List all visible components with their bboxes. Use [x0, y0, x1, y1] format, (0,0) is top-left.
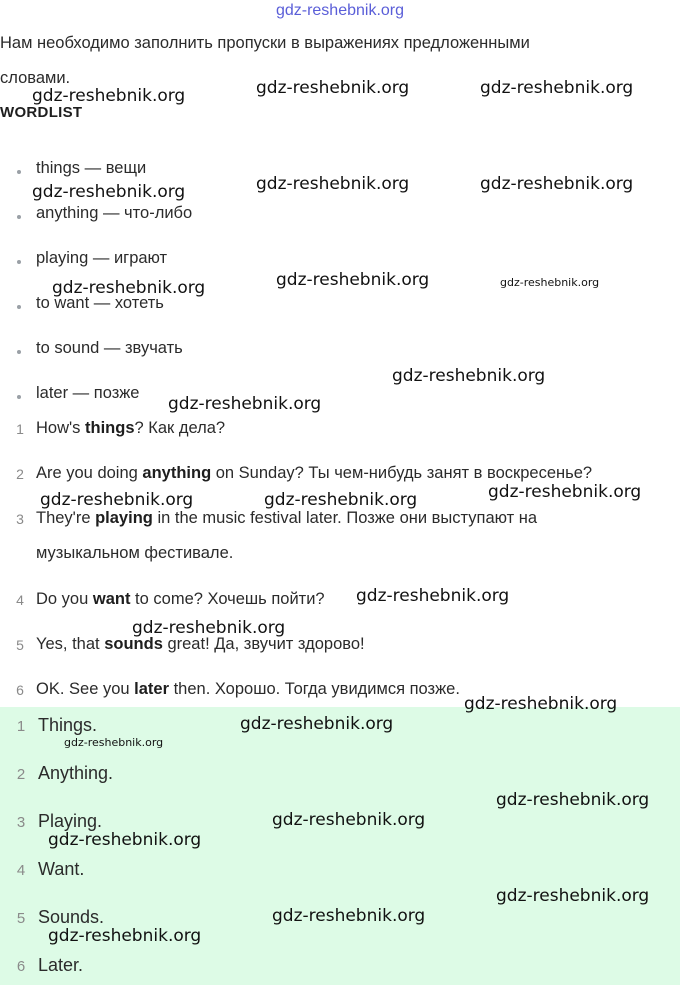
sentence-keyword: anything	[142, 464, 212, 482]
watermark: gdz-reshebnik.org	[356, 586, 510, 606]
sentence-number: 1	[16, 421, 24, 437]
sentence-keyword: want	[92, 590, 131, 608]
watermark: gdz-reshebnik.org	[488, 482, 642, 502]
watermark: gdz-reshebnik.org	[272, 906, 426, 926]
sentence	[36, 464, 592, 483]
watermark: gdz-reshebnik.org	[40, 490, 194, 510]
wordlist-item: later — позже	[36, 384, 140, 402]
sentence	[36, 680, 460, 699]
watermark: gdz-reshebnik.org	[496, 886, 650, 906]
answer-number: 6	[16, 958, 26, 975]
sentence-number: 3	[16, 511, 24, 527]
wordlist-item: things — вещи	[36, 159, 147, 177]
intro-text-line-2: словами.	[0, 69, 71, 87]
site-header-link[interactable]: gdz-reshebnik.org	[275, 2, 405, 19]
sentence-text: to come? Хочешь пойти?	[130, 590, 325, 608]
sentence-number: 2	[16, 466, 24, 482]
wordlist-item: anything — что-либо	[36, 204, 193, 222]
bullet-icon	[17, 260, 21, 264]
sentence-keyword: playing	[95, 509, 153, 527]
answer: Want.	[38, 859, 85, 879]
watermark: gdz-reshebnik.org	[500, 276, 600, 289]
watermark: gdz-reshebnik.org	[256, 174, 410, 194]
wordlist-item: to sound — звучать	[36, 339, 183, 357]
bullet-icon	[17, 395, 21, 399]
sentence-number: 6	[16, 682, 24, 698]
sentence-text: on Sunday? Ты чем-нибудь занят в воскресенье?	[211, 464, 593, 482]
sentence-text: ? Как дела?	[134, 419, 226, 437]
watermark: gdz-reshebnik.org	[168, 394, 322, 414]
wordlist-heading: WORDLIST	[0, 104, 83, 121]
bullet-icon	[17, 350, 21, 354]
watermark: gdz-reshebnik.org	[240, 714, 394, 734]
sentence-text: How's	[36, 419, 85, 437]
bullet-icon	[17, 215, 21, 219]
sentence-text: then. Хорошо. Тогда увидимся позже.	[169, 680, 460, 698]
watermark: gdz-reshebnik.org	[264, 490, 418, 510]
sentence	[36, 509, 537, 528]
watermark: gdz-reshebnik.org	[48, 926, 202, 946]
watermark: gdz-reshebnik.org	[256, 78, 410, 98]
sentence-text: OK. See you	[36, 680, 135, 698]
answer: Sounds.	[38, 907, 105, 927]
watermark: gdz-reshebnik.org	[48, 830, 202, 850]
sentence	[36, 590, 325, 609]
bullet-icon	[17, 170, 21, 174]
watermark: gdz-reshebnik.org	[272, 810, 426, 830]
watermark: gdz-reshebnik.org	[496, 790, 650, 810]
watermark: gdz-reshebnik.org	[52, 278, 206, 298]
sentence-text: in the music festival later. Позже они выступают на	[152, 509, 538, 527]
sentence-text: Do you	[36, 590, 93, 608]
watermark: gdz-reshebnik.org	[464, 694, 618, 714]
watermark: gdz-reshebnik.org	[64, 736, 164, 749]
watermark: gdz-reshebnik.org	[480, 78, 634, 98]
sentence-text: Yes, that	[36, 635, 105, 653]
answer: Anything.	[38, 763, 114, 783]
answer-number: 3	[16, 814, 26, 831]
intro-text-line-1: Нам необходимо заполнить пропуски в выражениях предложенными	[0, 34, 530, 52]
watermark: gdz-reshebnik.org	[480, 174, 634, 194]
answer: Things.	[38, 715, 98, 735]
sentence-text: They're	[36, 509, 96, 527]
answer-number: 5	[16, 910, 26, 927]
sentence-text: great! Да, звучит здорово!	[162, 635, 365, 653]
watermark: gdz-reshebnik.org	[32, 86, 186, 106]
watermark: gdz-reshebnik.org	[132, 618, 286, 638]
sentence	[36, 419, 225, 438]
answer-number: 4	[16, 862, 26, 879]
answer: Playing.	[38, 811, 103, 831]
sentence-text: Are you doing	[36, 464, 143, 482]
watermark: gdz-reshebnik.org	[32, 182, 186, 202]
wordlist-item: to want — хотеть	[36, 294, 164, 312]
sentence-keyword: later	[134, 680, 169, 698]
sentence-number: 5	[16, 637, 24, 653]
sentence-number: 4	[16, 592, 24, 608]
answer: Later.	[38, 955, 84, 975]
watermark: gdz-reshebnik.org	[392, 366, 546, 386]
watermark: gdz-reshebnik.org	[276, 270, 430, 290]
sentence-keyword: things	[85, 419, 135, 437]
answer-number: 2	[16, 766, 26, 783]
sentence-continuation: музыкальном фестивале.	[36, 544, 234, 562]
wordlist-item: playing — играют	[36, 249, 168, 267]
answer-number: 1	[16, 718, 26, 735]
sentence-keyword: sounds	[104, 635, 163, 653]
bullet-icon	[17, 305, 21, 309]
